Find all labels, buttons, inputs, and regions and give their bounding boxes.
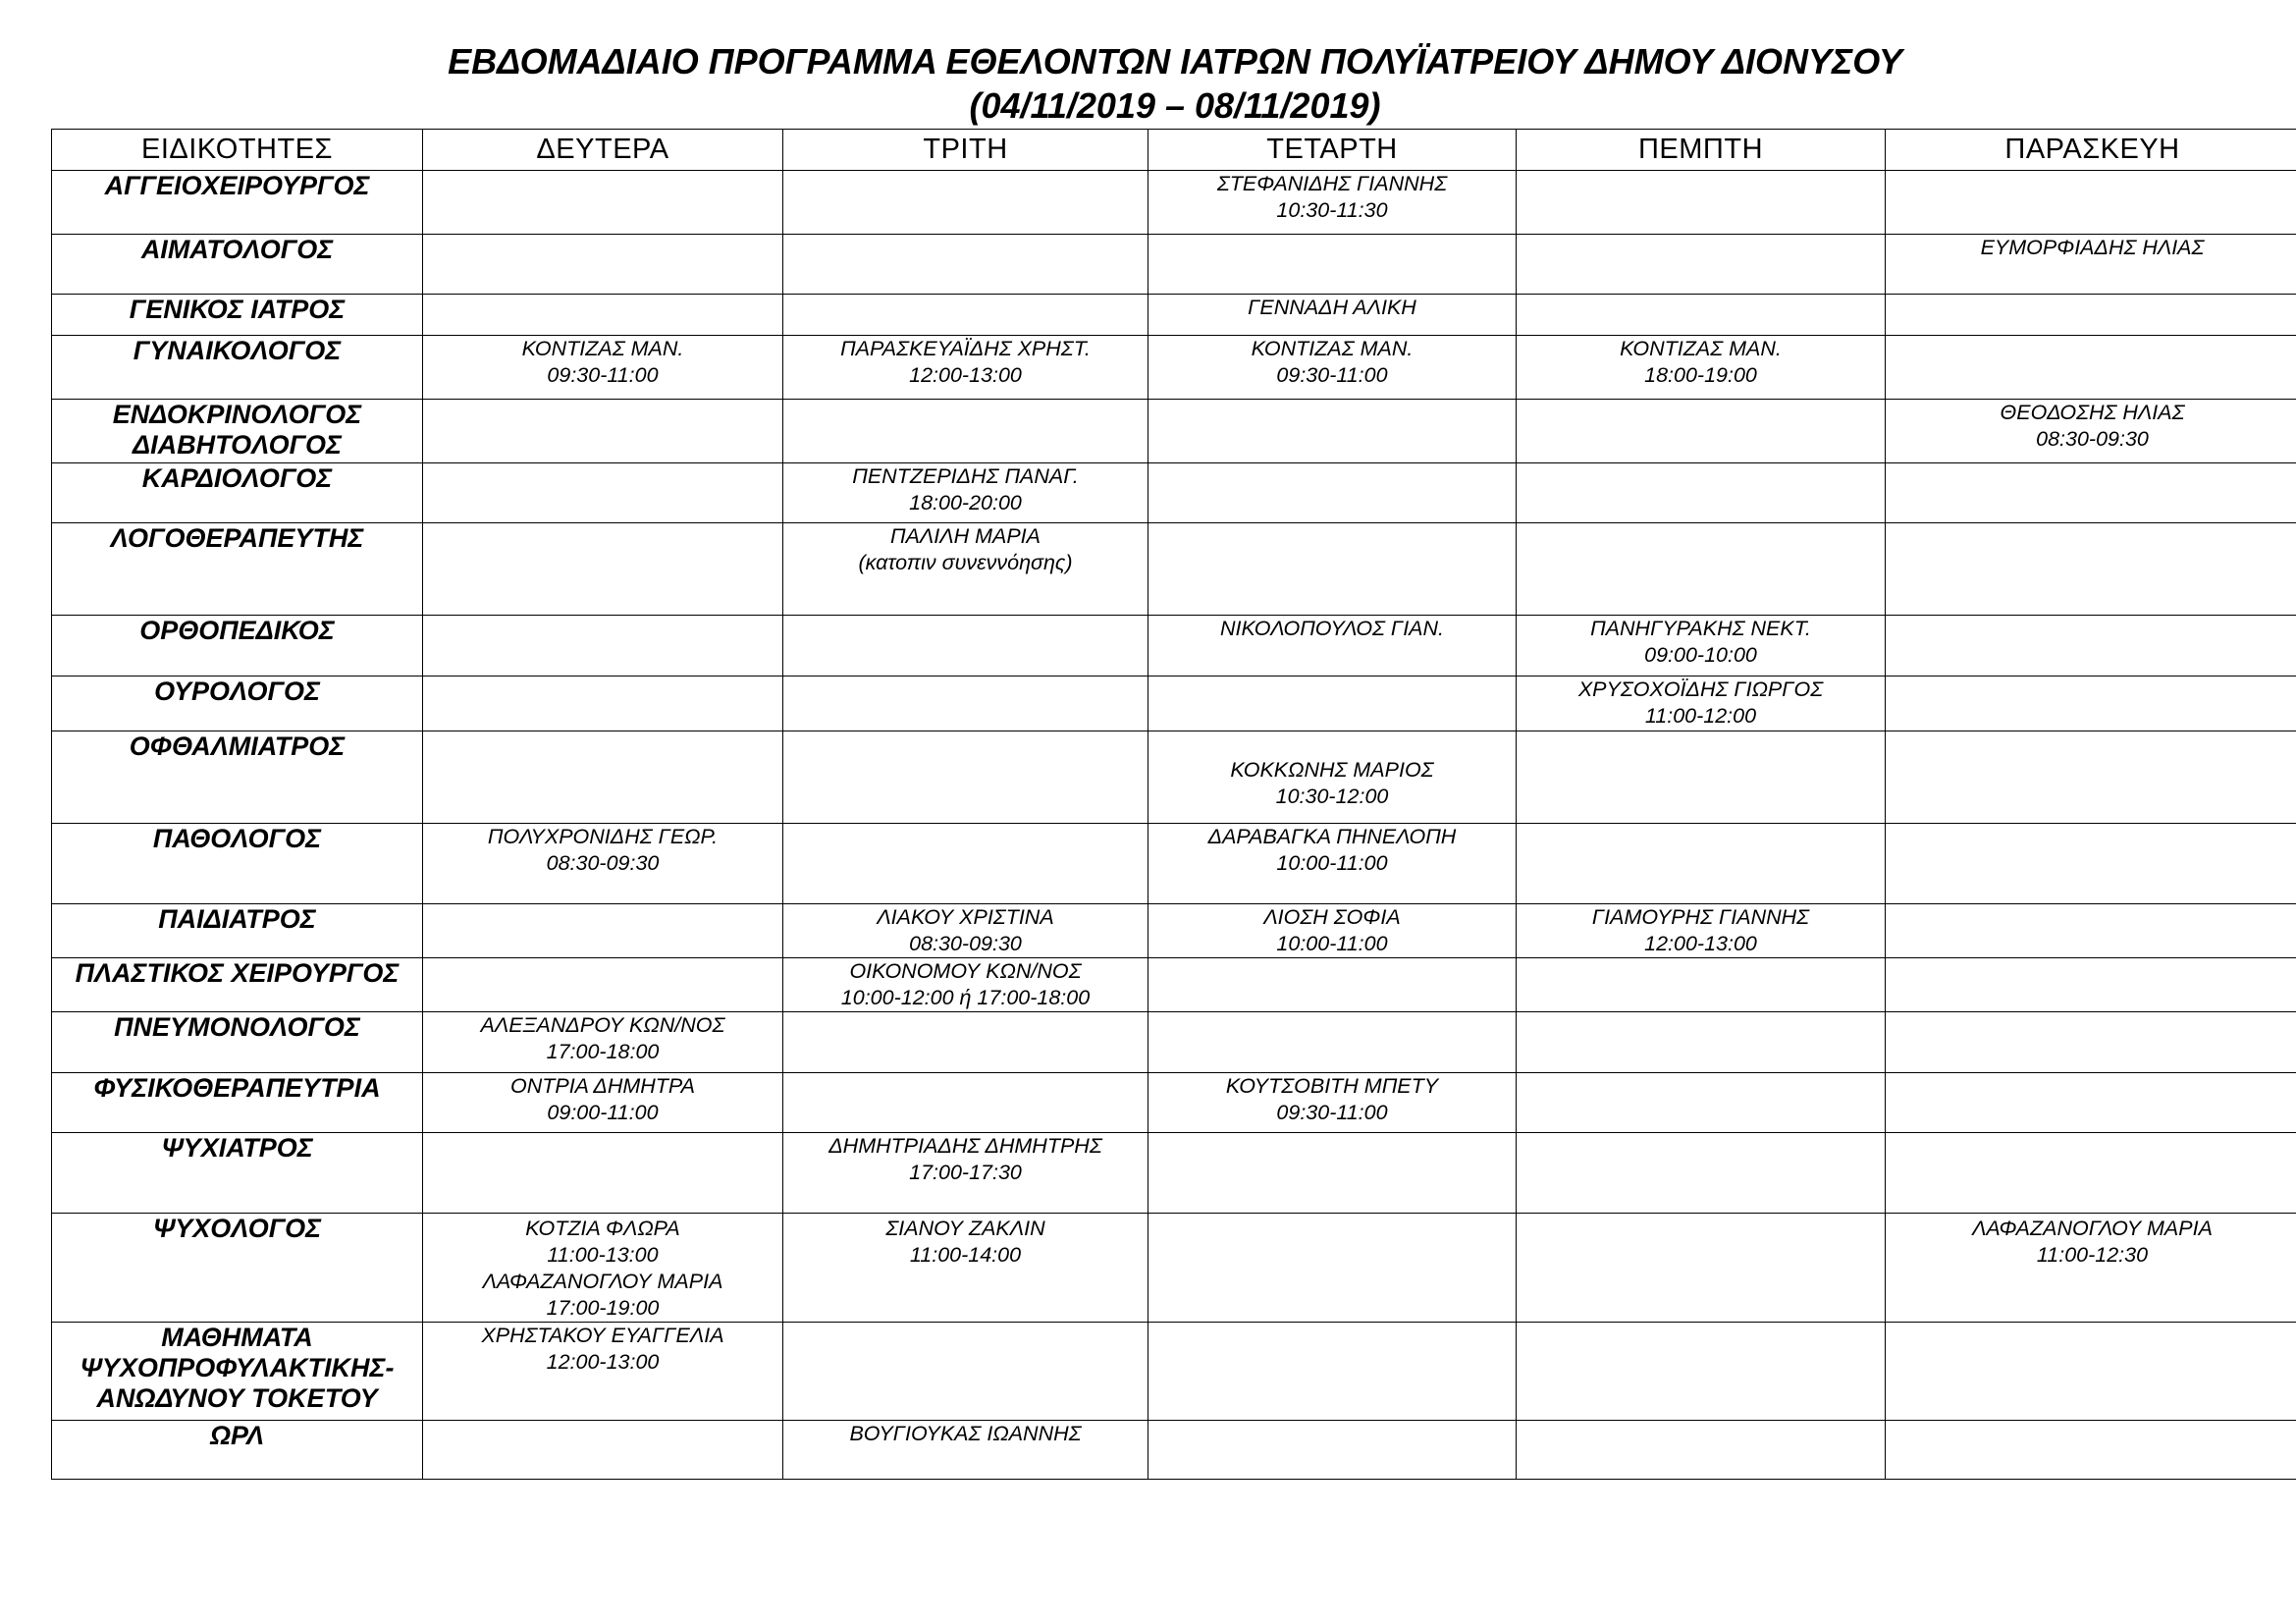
doctor-name: ΟΙΚΟΝΟΜΟΥ ΚΩΝ/ΝΟΣ (849, 959, 1082, 983)
specialty-cell: ΚΑΡΔΙΟΛΟΓΟΣ (52, 463, 423, 523)
doctor-entry (1148, 616, 1516, 642)
day-cell (423, 523, 783, 616)
table-row (52, 616, 2296, 677)
page-title: ΕΒΔΟΜΑΔΙΑΙΟ ΠΡΟΓΡΑΜΜΑ ΕΘΕΛΟΝΤΩΝ ΙΑΤΡΩΝ ΠΟΛΥΪΑΤΡΕΙΟΥ ΔΗΜΟΥ ΔΙΟΝΥΣΟΥ (448, 41, 1902, 81)
day-cell (1148, 731, 1517, 824)
visit-hours: 11:00-12:00 (1644, 704, 1757, 728)
day-cell (1148, 336, 1517, 400)
day-cell (1148, 1421, 1517, 1480)
day-cell (1886, 1012, 2296, 1073)
visit-hours: 09:30-11:00 (547, 363, 659, 387)
day-cell (783, 336, 1148, 400)
table-row (52, 235, 2296, 295)
day-cell (423, 171, 783, 235)
day-cell (423, 677, 783, 731)
day-cell (423, 463, 783, 523)
visit-hours: 11:00-13:00 (547, 1243, 659, 1267)
visit-hours: 17:00-18:00 (546, 1040, 660, 1063)
table-row (52, 1133, 2296, 1214)
specialty-cell: ΠΑΙΔΙΑΤΡΟΣ (52, 904, 423, 958)
day-cell (1886, 235, 2296, 295)
day-cell (1517, 235, 1886, 295)
day-cell (783, 1214, 1148, 1323)
doctor-entry (1148, 1073, 1516, 1126)
doctor-name: ΝΙΚΟΛΟΠΟΥΛΟΣ ΓΙΑΝ. (1219, 617, 1445, 640)
column-header: ΔΕΥΤΕΡΑ (423, 130, 783, 171)
day-cell (1148, 677, 1517, 731)
visit-hours: 17:00-19:00 (546, 1296, 660, 1320)
day-cell (423, 1421, 783, 1480)
day-cell (783, 523, 1148, 616)
day-cell (423, 1323, 783, 1421)
day-cell (423, 958, 783, 1012)
specialty-cell: ΠΛΑΣΤΙΚΟΣ ΧΕΙΡΟΥΡΓΟΣ (52, 958, 423, 1012)
day-cell (1886, 616, 2296, 677)
doctor-entry (1148, 824, 1516, 877)
day-cell (423, 1073, 783, 1133)
doctor-entry (423, 1012, 782, 1065)
doctor-entry (1148, 757, 1516, 810)
specialty-cell: ΨΥΧΙΑΤΡΟΣ (52, 1133, 423, 1214)
table-row (52, 400, 2296, 463)
table-row (52, 904, 2296, 958)
table-row (52, 1214, 2296, 1323)
column-header: ΠΕΜΠΤΗ (1517, 130, 1886, 171)
specialty-cell: ΑΓΓΕΙΟΧΕΙΡΟΥΡΓΟΣ (52, 171, 423, 235)
specialty-cell: ΩΡΛ (52, 1421, 423, 1480)
day-cell (1148, 1214, 1517, 1323)
doctor-entry (783, 1133, 1148, 1186)
day-cell (1517, 731, 1886, 824)
doctor-name: ΓΙΑΜΟΥΡΗΣ ΓΙΑΝΝΗΣ (1591, 905, 1810, 929)
day-cell (1517, 824, 1886, 904)
day-cell (783, 1073, 1148, 1133)
column-header: ΠΑΡΑΣΚΕΥΗ (1886, 130, 2296, 171)
day-cell (1517, 400, 1886, 463)
visit-hours: 10:30-11:30 (1276, 198, 1388, 222)
specialty-cell: ΠΝΕΥΜΟΝΟΛΟΓΟΣ (52, 1012, 423, 1073)
day-cell (1886, 336, 2296, 400)
specialty-cell: ΠΑΘΟΛΟΓΟΣ (52, 824, 423, 904)
visit-hours: 11:00-12:30 (2036, 1243, 2149, 1267)
specialty-cell: ΛΟΓΟΘΕΡΑΠΕΥΤΗΣ (52, 523, 423, 616)
day-cell (423, 295, 783, 336)
day-cell (423, 400, 783, 463)
day-cell (1517, 958, 1886, 1012)
doctor-name: ΣΙΑΝΟΥ ΖΑΚΛΙΝ (885, 1217, 1045, 1240)
visit-hours: 12:00-13:00 (909, 363, 1022, 387)
day-cell (1148, 904, 1517, 958)
day-cell (783, 463, 1148, 523)
doctor-name: ΚΟΝΤΙΖΑΣ ΜΑΝ. (1620, 337, 1782, 360)
day-cell (1148, 824, 1517, 904)
day-cell (1148, 295, 1517, 336)
day-cell (1517, 523, 1886, 616)
specialty-cell: ΓΥΝΑΙΚΟΛΟΓΟΣ (52, 336, 423, 400)
day-cell (783, 958, 1148, 1012)
doctor-entry (1148, 295, 1516, 321)
date-range: (04/11/2019 – 08/11/2019) (969, 85, 1381, 126)
visit-hours: 18:00-20:00 (909, 491, 1022, 514)
day-cell (783, 400, 1148, 463)
table-body (52, 171, 2296, 1480)
doctor-name: ΧΡΗΣΤΑΚΟΥ ΕΥΑΓΓΕΛΙΑ (481, 1324, 724, 1347)
doctor-entry (783, 1216, 1148, 1269)
day-cell (1517, 904, 1886, 958)
doctor-name: ΕΥΜΟΡΦΙΑΔΗΣ ΗΛΙΑΣ (1980, 236, 2205, 259)
doctor-entry (423, 1269, 782, 1322)
table-row (52, 731, 2296, 824)
day-cell (423, 235, 783, 295)
specialty-cell: ΜΑΘΗΜΑΤΑ ΨΥΧΟΠΡΟΦΥΛΑΚΤΙΚΗΣ- ΑΝΩΔΥΝΟΥ ΤΟΚΕΤΟΥ (52, 1323, 423, 1421)
day-cell (1148, 616, 1517, 677)
day-cell (1886, 1421, 2296, 1480)
day-cell (783, 1133, 1148, 1214)
table-row (52, 677, 2296, 731)
table-row (52, 463, 2296, 523)
day-cell (1517, 336, 1886, 400)
day-cell (1148, 1323, 1517, 1421)
doctor-name: ΓΕΝΝΑΔΗ ΑΛΙΚΗ (1248, 296, 1416, 319)
visit-hours: 17:00-17:30 (909, 1161, 1022, 1184)
day-cell (423, 1012, 783, 1073)
day-cell (1886, 677, 2296, 731)
doctor-name: ΠΕΝΤΖΕΡΙΔΗΣ ΠΑΝΑΓ. (852, 464, 1079, 488)
doctor-entry (1886, 235, 2296, 261)
day-cell (1148, 523, 1517, 616)
header-row (52, 130, 2296, 171)
day-cell (1148, 1073, 1517, 1133)
table-row (52, 1073, 2296, 1133)
visit-hours: (κατοπιν συνεννόησης) (858, 551, 1073, 574)
day-cell (423, 336, 783, 400)
table-row (52, 824, 2296, 904)
day-cell (1517, 1073, 1886, 1133)
doctor-entry (1886, 1216, 2296, 1269)
doctor-name: ΠΟΛΥΧΡΟΝΙΔΗΣ ΓΕΩΡ. (487, 825, 719, 848)
doctor-name: ΚΟΝΤΙΖΑΣ ΜΑΝ. (1251, 337, 1414, 360)
visit-hours: 12:00-13:00 (546, 1350, 660, 1374)
doctor-name: ΑΛΕΞΑΝΔΡΟΥ ΚΩΝ/ΝΟΣ (480, 1013, 725, 1037)
day-cell (783, 235, 1148, 295)
visit-hours: 10:30-12:00 (1275, 785, 1389, 808)
doctor-name: ΛΙΟΣΗ ΣΟΦΙΑ (1263, 905, 1401, 929)
day-cell (423, 824, 783, 904)
day-cell (1148, 235, 1517, 295)
day-cell (1148, 1133, 1517, 1214)
day-cell (1517, 1133, 1886, 1214)
day-cell (1886, 904, 2296, 958)
day-cell (1517, 1214, 1886, 1323)
doctor-name: ΚΟΥΤΣΟΒΙΤΗ ΜΠΕΤΥ (1225, 1074, 1439, 1098)
day-cell (1886, 295, 2296, 336)
doctor-entry (1517, 336, 1885, 389)
day-cell (1886, 171, 2296, 235)
specialty-cell: ΨΥΧΟΛΟΓΟΣ (52, 1214, 423, 1323)
doctor-name: ΒΟΥΓΙΟΥΚΑΣ ΙΩΑΝΝΗΣ (849, 1422, 1082, 1445)
doctor-entry (1148, 336, 1516, 389)
day-cell (1148, 1012, 1517, 1073)
day-cell (1886, 463, 2296, 523)
doctor-entry (423, 1073, 782, 1126)
day-cell (783, 1323, 1148, 1421)
visit-hours: 08:30-09:30 (909, 932, 1022, 955)
day-cell (423, 1214, 783, 1323)
doctor-name: ΚΟΚΚΩΝΗΣ ΜΑΡΙΟΣ (1230, 758, 1434, 782)
day-cell (783, 904, 1148, 958)
doctor-entry (783, 1421, 1148, 1447)
specialty-cell: ΟΦΘΑΛΜΙΑΤΡΟΣ (52, 731, 423, 824)
day-cell (1886, 1133, 2296, 1214)
day-cell (1517, 171, 1886, 235)
doctor-name: ΔΑΡΑΒΑΓΚΑ ΠΗΝΕΛΟΠΗ (1207, 825, 1457, 848)
doctor-name: ΛΑΦΑΖΑΝΟΓΛΟΥ ΜΑΡΙΑ (1972, 1217, 2213, 1240)
doctor-name: ΠΑΡΑΣΚΕΥΑΪΔΗΣ ΧΡΗΣΤ. (840, 337, 1091, 360)
day-cell (1517, 1421, 1886, 1480)
visit-hours: 09:00-11:00 (547, 1101, 659, 1124)
specialty-cell: ΦΥΣΙΚΟΘΕΡΑΠΕΥΤΡΙΑ (52, 1073, 423, 1133)
specialty-cell: ΑΙΜΑΤΟΛΟΓΟΣ (52, 235, 423, 295)
day-cell (1148, 463, 1517, 523)
doctor-entry (423, 336, 782, 389)
visit-hours: 09:30-11:00 (1276, 1101, 1388, 1124)
day-cell (1517, 1012, 1886, 1073)
doctor-name: ΛΑΦΑΖΑΝΟΓΛΟΥ ΜΑΡΙΑ (482, 1270, 723, 1293)
day-cell (1886, 731, 2296, 824)
day-cell (1886, 824, 2296, 904)
day-cell (783, 677, 1148, 731)
visit-hours: 10:00-11:00 (1276, 851, 1388, 875)
specialty-cell: ΓΕΝΙΚΟΣ ΙΑΤΡΟΣ (52, 295, 423, 336)
table-row (52, 523, 2296, 616)
day-cell (1886, 1073, 2296, 1133)
day-cell (1886, 1214, 2296, 1323)
table-row (52, 171, 2296, 235)
table-row (52, 336, 2296, 400)
visit-hours: 11:00-14:00 (909, 1243, 1022, 1267)
visit-hours: 09:00-10:00 (1644, 643, 1757, 667)
doctor-entry (1148, 904, 1516, 957)
specialty-cell: ΟΥΡΟΛΟΓΟΣ (52, 677, 423, 731)
doctor-name: ΘΕΟΔΟΣΗΣ ΗΛΙΑΣ (2000, 401, 2185, 424)
visit-hours: 08:30-09:30 (2036, 427, 2149, 451)
visit-hours: 08:30-09:30 (546, 851, 660, 875)
table-row (52, 295, 2296, 336)
doctor-name: ΠΑΝΗΓΥΡΑΚΗΣ ΝΕΚΤ. (1590, 617, 1811, 640)
day-cell (1148, 400, 1517, 463)
visit-hours: 12:00-13:00 (1644, 932, 1757, 955)
visit-hours: 10:00-12:00 ή 17:00-18:00 (840, 986, 1091, 1009)
table-row (52, 1421, 2296, 1480)
day-cell (423, 904, 783, 958)
day-cell (1517, 463, 1886, 523)
table-row (52, 958, 2296, 1012)
doctor-name: ΧΡΥΣΟΧΟΪΔΗΣ ΓΙΩΡΓΟΣ (1577, 677, 1824, 701)
doctor-name: ΔΗΜΗΤΡΙΑΔΗΣ ΔΗΜΗΤΡΗΣ (828, 1134, 1102, 1158)
visit-hours: 18:00-19:00 (1644, 363, 1757, 387)
table-row (52, 1012, 2296, 1073)
day-cell (783, 731, 1148, 824)
doctor-entry (1517, 616, 1885, 669)
day-cell (1517, 616, 1886, 677)
doctor-entry (783, 523, 1148, 576)
day-cell (783, 1421, 1148, 1480)
day-cell (423, 731, 783, 824)
schedule-table (51, 129, 2296, 1480)
specialty-cell: ΟΡΘΟΠΕΔΙΚΟΣ (52, 616, 423, 677)
day-cell (1148, 958, 1517, 1012)
table-header (52, 130, 2296, 171)
specialty-cell: ΕΝΔΟΚΡΙΝΟΛΟΓΟΣ ΔΙΑΒΗΤΟΛΟΓΟΣ (52, 400, 423, 463)
table-row (52, 1323, 2296, 1421)
doctor-name: ΚΟΤΖΙΑ ΦΛΩΡΑ (525, 1217, 680, 1240)
doctor-entry (783, 958, 1148, 1011)
day-cell (1886, 958, 2296, 1012)
day-cell (783, 295, 1148, 336)
day-cell (1517, 1323, 1886, 1421)
doctor-name: ΣΤΕΦΑΝΙΔΗΣ ΓΙΑΝΝΗΣ (1216, 172, 1448, 195)
doctor-entry (1148, 171, 1516, 224)
day-cell (1886, 400, 2296, 463)
day-cell (423, 616, 783, 677)
column-header: ΤΕΤΑΡΤΗ (1148, 130, 1517, 171)
visit-hours: 10:00-11:00 (1276, 932, 1388, 955)
doctor-name: ΠΑΛΙΛΗ ΜΑΡΙΑ (890, 524, 1041, 548)
day-cell (1886, 1323, 2296, 1421)
doctor-name: ΚΟΝΤΙΖΑΣ ΜΑΝ. (521, 337, 684, 360)
day-cell (783, 616, 1148, 677)
day-cell (783, 824, 1148, 904)
day-cell (1517, 677, 1886, 731)
day-cell (783, 1012, 1148, 1073)
doctor-entry (783, 904, 1148, 957)
doctor-entry (1517, 677, 1885, 730)
doctor-entry (423, 1216, 782, 1269)
column-header: ΕΙΔΙΚΟΤΗΤΕΣ (52, 130, 423, 171)
doctor-entry (1886, 400, 2296, 453)
day-cell (783, 171, 1148, 235)
doctor-name: ΟΝΤΡΙΑ ΔΗΜΗΤΡΑ (509, 1074, 696, 1098)
day-cell (1148, 171, 1517, 235)
doctor-entry (783, 463, 1148, 516)
day-cell (1886, 523, 2296, 616)
doctor-entry (423, 1323, 782, 1376)
doctor-entry (1517, 904, 1885, 957)
column-header: ΤΡΙΤΗ (783, 130, 1148, 171)
day-cell (1517, 295, 1886, 336)
doctor-name: ΛΙΑΚΟΥ ΧΡΙΣΤΙΝΑ (877, 905, 1054, 929)
doctor-entry (423, 824, 782, 877)
day-cell (423, 1133, 783, 1214)
doctor-entry (783, 336, 1148, 389)
visit-hours: 09:30-11:00 (1276, 363, 1388, 387)
